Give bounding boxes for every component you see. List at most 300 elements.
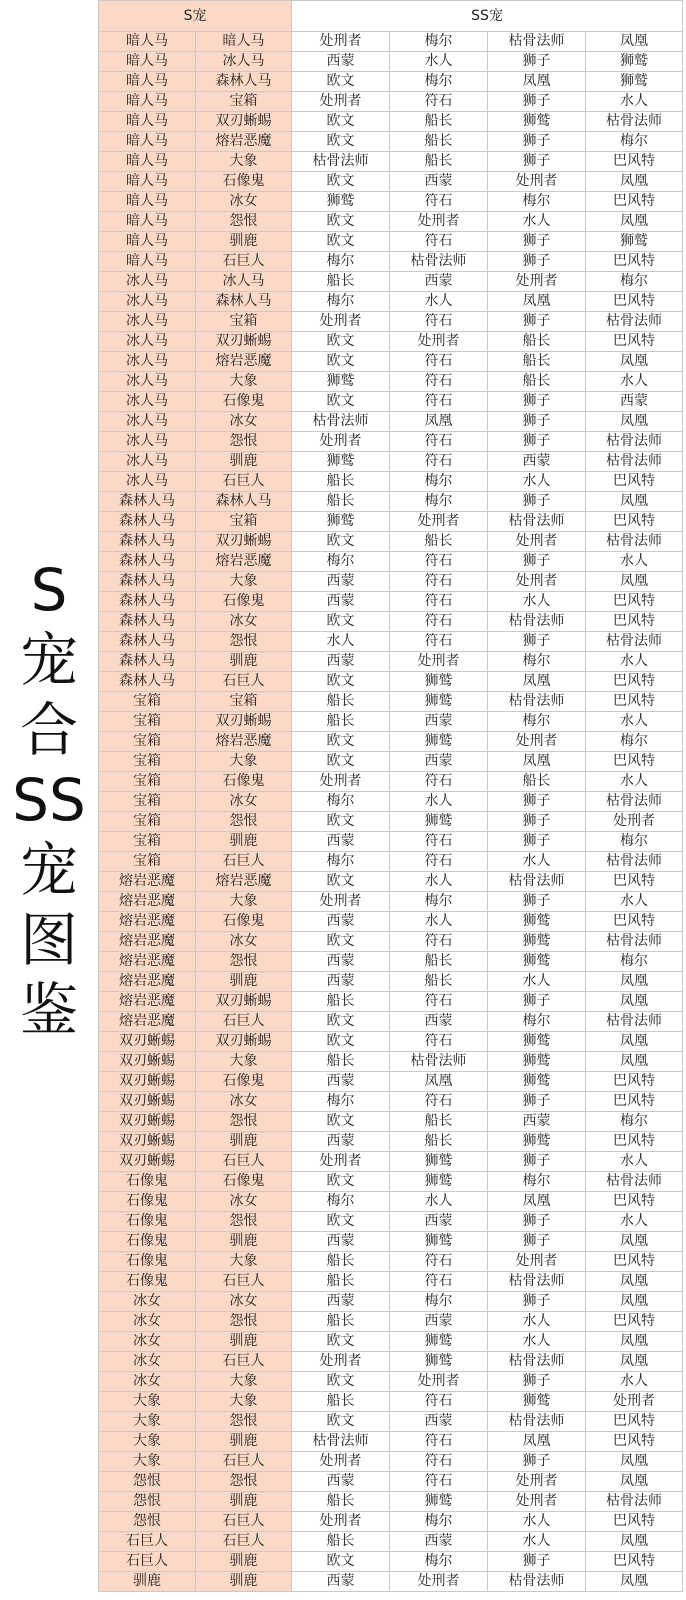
table-cell-ss-pet: 符石 [390,852,488,872]
table-cell-ss-pet: 凤凰 [586,1032,683,1052]
table-cell-ss-pet: 狮鹫 [390,1332,488,1352]
table-row [99,212,683,232]
table-cell-ss-pet: 梅尔 [390,32,488,52]
table-cell-ss-pet: 梅尔 [390,1512,488,1532]
table-cell-s-pet: 石巨人 [196,252,292,272]
table-cell-ss-pet: 梅尔 [390,892,488,912]
table-cell-ss-pet: 枯骨法师 [586,1012,683,1032]
table-cell-ss-pet: 船长 [292,1492,390,1512]
table-row [99,512,683,532]
table-row [99,852,683,872]
table-cell-s-pet: 暗人马 [99,92,196,112]
table-cell-s-pet: 驯鹿 [196,1232,292,1252]
table-cell-ss-pet: 巴风特 [586,1132,683,1152]
table-cell-ss-pet: 处刑者 [292,92,390,112]
table-cell-ss-pet: 狮子 [488,1292,586,1312]
table-cell-ss-pet: 水人 [488,972,586,992]
table-cell-ss-pet: 狮鹫 [488,1052,586,1072]
table-row [99,1152,683,1172]
table-cell-ss-pet: 船长 [292,1532,390,1552]
table-cell-ss-pet: 符石 [390,612,488,632]
table-row [99,352,683,372]
table-cell-ss-pet: 巴风特 [586,1092,683,1112]
table-row [99,92,683,112]
table-cell-ss-pet: 水人 [586,552,683,572]
table-cell-ss-pet: 狮子 [488,152,586,172]
table-cell-s-pet: 大象 [196,1392,292,1412]
table-cell-s-pet: 驯鹿 [196,1552,292,1572]
table-cell-s-pet: 森林人马 [99,632,196,652]
table-cell-ss-pet: 西蒙 [390,1012,488,1032]
table-cell-ss-pet: 狮鹫 [488,952,586,972]
table-cell-ss-pet: 西蒙 [488,1112,586,1132]
table-cell-s-pet: 石像鬼 [99,1172,196,1192]
table-cell-ss-pet: 欧文 [292,232,390,252]
table-cell-s-pet: 宝箱 [196,512,292,532]
table-cell-ss-pet: 水人 [390,52,488,72]
table-cell-s-pet: 熔岩恶魔 [99,992,196,1012]
table-cell-ss-pet: 处刑者 [390,512,488,532]
table-cell-ss-pet: 处刑者 [488,1252,586,1272]
table-cell-s-pet: 石巨人 [99,1532,196,1552]
table-cell-ss-pet: 狮鹫 [292,372,390,392]
table-cell-ss-pet: 枯骨法师 [488,512,586,532]
table-cell-ss-pet: 符石 [390,992,488,1012]
table-cell-ss-pet: 处刑者 [292,432,390,452]
table-cell-s-pet: 冰人马 [99,272,196,292]
table-cell-ss-pet: 梅尔 [586,952,683,972]
table-cell-ss-pet: 西蒙 [390,1312,488,1332]
table-cell-ss-pet: 凤凰 [586,572,683,592]
table-cell-s-pet: 熔岩恶魔 [99,912,196,932]
s-pet-header: S宠 [99,1,292,32]
table-row [99,872,683,892]
table-cell-ss-pet: 梅尔 [586,732,683,752]
table-cell-ss-pet: 处刑者 [488,532,586,552]
table-row [99,592,683,612]
table-cell-ss-pet: 巴风特 [586,612,683,632]
table-cell-s-pet: 宝箱 [99,792,196,812]
table-row [99,72,683,92]
table-cell-s-pet: 石巨人 [196,1512,292,1532]
table-row [99,312,683,332]
table-cell-ss-pet: 西蒙 [292,1472,390,1492]
table-row [99,112,683,132]
table-cell-ss-pet: 处刑者 [586,812,683,832]
table-cell-s-pet: 石巨人 [196,672,292,692]
table-cell-ss-pet: 符石 [390,1092,488,1112]
table-cell-ss-pet: 巴风特 [586,252,683,272]
table-row [99,692,683,712]
table-cell-ss-pet: 狮鹫 [390,1492,488,1512]
table-cell-ss-pet: 符石 [390,1252,488,1272]
table-cell-s-pet: 双刃蜥蜴 [99,1152,196,1172]
table-cell-s-pet: 双刃蜥蜴 [196,1032,292,1052]
table-row [99,1192,683,1212]
table-cell-ss-pet: 狮子 [488,812,586,832]
table-cell-s-pet: 石像鬼 [99,1212,196,1232]
table-cell-s-pet: 石巨人 [196,1452,292,1472]
table-cell-s-pet: 驯鹿 [196,972,292,992]
table-cell-s-pet: 石巨人 [196,1012,292,1032]
table-cell-ss-pet: 狮鹫 [586,232,683,252]
table-cell-s-pet: 宝箱 [99,812,196,832]
table-cell-ss-pet: 凤凰 [586,1452,683,1472]
table-cell-ss-pet: 狮鹫 [390,732,488,752]
table-cell-s-pet: 宝箱 [99,712,196,732]
table-cell-ss-pet: 处刑者 [586,1392,683,1412]
table-cell-ss-pet: 狮鹫 [488,1032,586,1052]
table-cell-s-pet: 冰人马 [99,312,196,332]
table-row [99,1372,683,1392]
table-cell-ss-pet: 枯骨法师 [586,792,683,812]
table-cell-ss-pet: 狮子 [488,1372,586,1392]
table-cell-ss-pet: 巴风特 [586,692,683,712]
table-cell-ss-pet: 处刑者 [488,272,586,292]
table-cell-ss-pet: 水人 [586,892,683,912]
table-cell-ss-pet: 水人 [488,472,586,492]
table-cell-ss-pet: 狮子 [488,252,586,272]
table-cell-ss-pet: 符石 [390,452,488,472]
table-cell-ss-pet: 船长 [292,1052,390,1072]
table-cell-ss-pet: 船长 [292,712,390,732]
table-cell-s-pet: 双刃蜥蜴 [99,1132,196,1152]
table-cell-ss-pet: 西蒙 [292,52,390,72]
table-cell-ss-pet: 凤凰 [586,172,683,192]
table-cell-ss-pet: 枯骨法师 [488,32,586,52]
table-cell-ss-pet: 凤凰 [488,1432,586,1452]
table-cell-ss-pet: 凤凰 [488,72,586,92]
table-cell-s-pet: 森林人马 [99,672,196,692]
table-cell-ss-pet: 枯骨法师 [488,1412,586,1432]
table-cell-ss-pet: 西蒙 [390,1212,488,1232]
table-cell-s-pet: 石巨人 [99,1552,196,1572]
table-cell-ss-pet: 处刑者 [390,652,488,672]
table-cell-ss-pet: 巴风特 [586,472,683,492]
table-cell-ss-pet: 枯骨法师 [586,452,683,472]
table-cell-s-pet: 怨恨 [196,632,292,652]
table-cell-ss-pet: 梅尔 [586,1112,683,1132]
table-cell-s-pet: 森林人马 [99,652,196,672]
table-row [99,532,683,552]
table-row [99,832,683,852]
table-cell-ss-pet: 凤凰 [488,292,586,312]
table-body [99,32,683,1592]
table-cell-ss-pet: 符石 [390,1472,488,1492]
table-cell-ss-pet: 水人 [488,1312,586,1332]
table-row [99,892,683,912]
table-cell-s-pet: 怨恨 [99,1492,196,1512]
table-cell-s-pet: 石巨人 [196,1272,292,1292]
table-cell-ss-pet: 狮子 [488,392,586,412]
table-cell-ss-pet: 巴风特 [586,292,683,312]
table-cell-ss-pet: 船长 [292,692,390,712]
table-cell-ss-pet: 处刑者 [292,312,390,332]
table-cell-ss-pet: 狮子 [488,832,586,852]
table-row [99,1292,683,1312]
table-cell-ss-pet: 狮鹫 [488,1132,586,1152]
table-cell-ss-pet: 狮子 [488,1452,586,1472]
table-cell-s-pet: 森林人马 [99,592,196,612]
table-row [99,1012,683,1032]
table-cell-s-pet: 熔岩恶魔 [196,352,292,372]
table-cell-s-pet: 怨恨 [196,812,292,832]
table-cell-ss-pet: 巴风特 [586,592,683,612]
table-row [99,252,683,272]
table-cell-ss-pet: 欧文 [292,532,390,552]
table-cell-ss-pet: 符石 [390,352,488,372]
table-cell-ss-pet: 巴风特 [586,1412,683,1432]
table-row [99,1252,683,1272]
table-row [99,972,683,992]
table-cell-s-pet: 石巨人 [196,1152,292,1172]
table-cell-s-pet: 怨恨 [196,1472,292,1492]
table-cell-ss-pet: 欧文 [292,332,390,352]
table-cell-s-pet: 怨恨 [99,1472,196,1492]
table-cell-ss-pet: 欧文 [292,132,390,152]
table-cell-s-pet: 冰女 [196,1092,292,1112]
table-cell-s-pet: 冰人马 [99,452,196,472]
table-cell-s-pet: 大象 [99,1412,196,1432]
table-cell-ss-pet: 枯骨法师 [488,872,586,892]
title-char: 合 [19,696,78,764]
table-cell-ss-pet: 船长 [390,1132,488,1152]
table-cell-ss-pet: 处刑者 [488,572,586,592]
table-cell-ss-pet: 梅尔 [390,72,488,92]
table-cell-ss-pet: 欧文 [292,1012,390,1032]
table-cell-ss-pet: 船长 [488,352,586,372]
table-cell-s-pet: 熔岩恶魔 [196,872,292,892]
table-cell-s-pet: 怨恨 [196,212,292,232]
table-cell-s-pet: 冰人马 [99,432,196,452]
table-cell-s-pet: 双刃蜥蜴 [196,332,292,352]
table-cell-ss-pet: 符石 [390,772,488,792]
table-row [99,432,683,452]
table-cell-s-pet: 怨恨 [196,1312,292,1332]
table-cell-ss-pet: 狮子 [488,992,586,1012]
table-cell-ss-pet: 凤凰 [586,32,683,52]
page-title [0,0,98,1600]
table-cell-s-pet: 驯鹿 [196,652,292,672]
table-cell-s-pet: 暗人马 [196,32,292,52]
table-cell-ss-pet: 梅尔 [292,252,390,272]
table-row [99,1572,683,1592]
table-cell-ss-pet: 狮子 [488,892,586,912]
table-cell-s-pet: 熔岩恶魔 [99,1012,196,1032]
table-cell-ss-pet: 符石 [390,632,488,652]
table-cell-ss-pet: 符石 [390,192,488,212]
table-row [99,152,683,172]
table-cell-ss-pet: 欧文 [292,112,390,132]
title-char: SS [12,766,86,834]
table-cell-s-pet: 森林人马 [99,612,196,632]
table-cell-ss-pet: 凤凰 [390,1072,488,1092]
table-cell-ss-pet: 符石 [390,572,488,592]
table-cell-ss-pet: 枯骨法师 [586,1492,683,1512]
table-cell-ss-pet: 狮鹫 [390,1172,488,1192]
table-cell-s-pet: 石像鬼 [99,1192,196,1212]
table-cell-s-pet: 怨恨 [196,952,292,972]
table-cell-s-pet: 宝箱 [99,772,196,792]
table-row [99,1492,683,1512]
table-row [99,1232,683,1252]
table-row [99,1092,683,1112]
table-row [99,232,683,252]
table-cell-ss-pet: 水人 [586,1152,683,1172]
table-cell-ss-pet: 西蒙 [586,392,683,412]
table-cell-s-pet: 熔岩恶魔 [196,732,292,752]
table-cell-ss-pet: 梅尔 [488,192,586,212]
table-cell-ss-pet: 狮鹫 [292,192,390,212]
table-cell-ss-pet: 水人 [586,1372,683,1392]
table-cell-s-pet: 冰人马 [99,392,196,412]
table-cell-s-pet: 森林人马 [196,292,292,312]
table-cell-ss-pet: 西蒙 [292,1072,390,1092]
table-row [99,1412,683,1432]
table-cell-ss-pet: 狮子 [488,1232,586,1252]
table-cell-s-pet: 宝箱 [99,752,196,772]
table-cell-s-pet: 双刃蜥蜴 [99,1072,196,1092]
table-cell-ss-pet: 狮子 [488,492,586,512]
table-cell-ss-pet: 处刑者 [292,1512,390,1532]
table-cell-ss-pet: 西蒙 [292,1232,390,1252]
table-cell-ss-pet: 枯骨法师 [586,532,683,552]
table-cell-ss-pet: 枯骨法师 [390,1052,488,1072]
table-cell-ss-pet: 狮子 [488,1092,586,1112]
table-cell-ss-pet: 水人 [488,592,586,612]
table-cell-ss-pet: 巴风特 [586,752,683,772]
table-cell-ss-pet: 处刑者 [390,1372,488,1392]
table-cell-s-pet: 大象 [196,892,292,912]
table-cell-s-pet: 森林人马 [196,492,292,512]
table-cell-s-pet: 驯鹿 [196,1332,292,1352]
table-cell-ss-pet: 狮鹫 [390,672,488,692]
table-cell-ss-pet: 水人 [292,632,390,652]
table-cell-ss-pet: 凤凰 [586,1472,683,1492]
table-cell-ss-pet: 符石 [390,312,488,332]
table-cell-ss-pet: 巴风特 [586,1552,683,1572]
table-row [99,952,683,972]
table-cell-s-pet: 双刃蜥蜴 [196,532,292,552]
table-cell-s-pet: 森林人马 [99,512,196,532]
table-cell-s-pet: 大象 [196,372,292,392]
table-cell-s-pet: 大象 [99,1452,196,1472]
table-row [99,472,683,492]
table-cell-ss-pet: 梅尔 [292,792,390,812]
table-cell-ss-pet: 欧文 [292,172,390,192]
table-row [99,1052,683,1072]
table-cell-ss-pet: 符石 [390,232,488,252]
table-cell-ss-pet: 处刑者 [292,1152,390,1172]
table-cell-ss-pet: 船长 [390,112,488,132]
table-cell-ss-pet: 枯骨法师 [488,1572,586,1592]
table-cell-ss-pet: 狮子 [488,312,586,332]
table-cell-ss-pet: 船长 [292,1312,390,1332]
table-cell-ss-pet: 符石 [390,432,488,452]
table-cell-s-pet: 冰女 [99,1372,196,1392]
ss-pet-header: SS宠 [292,1,683,32]
table-cell-ss-pet: 凤凰 [488,672,586,692]
table-cell-ss-pet: 枯骨法师 [292,152,390,172]
table-row [99,1272,683,1292]
table-row [99,1452,683,1472]
table-cell-s-pet: 冰女 [196,792,292,812]
table-cell-ss-pet: 船长 [292,272,390,292]
table-row [99,132,683,152]
table-cell-s-pet: 大象 [196,1052,292,1072]
table-cell-s-pet: 冰女 [99,1332,196,1352]
table-cell-ss-pet: 凤凰 [586,1532,683,1552]
table-cell-s-pet: 大象 [196,152,292,172]
table-cell-ss-pet: 欧文 [292,1212,390,1232]
table-cell-s-pet: 石像鬼 [99,1272,196,1292]
table-cell-s-pet: 暗人马 [99,212,196,232]
table-cell-s-pet: 石巨人 [196,852,292,872]
table-cell-s-pet: 暗人马 [99,232,196,252]
table-cell-ss-pet: 船长 [488,332,586,352]
table-cell-ss-pet: 梅尔 [390,1552,488,1572]
table-cell-ss-pet: 狮鹫 [390,692,488,712]
table-cell-ss-pet: 狮鹫 [488,1392,586,1412]
table-cell-ss-pet: 欧文 [292,1032,390,1052]
table-cell-s-pet: 宝箱 [99,692,196,712]
table-cell-ss-pet: 欧文 [292,352,390,372]
table-cell-s-pet: 冰人马 [196,52,292,72]
table-cell-ss-pet: 船长 [292,472,390,492]
table-cell-ss-pet: 凤凰 [586,992,683,1012]
table-cell-ss-pet: 船长 [292,1252,390,1272]
table-cell-s-pet: 熔岩恶魔 [196,132,292,152]
table-cell-s-pet: 石像鬼 [196,592,292,612]
table-cell-ss-pet: 欧文 [292,732,390,752]
table-cell-ss-pet: 梅尔 [586,272,683,292]
table-row [99,1332,683,1352]
table-cell-ss-pet: 西蒙 [292,1572,390,1592]
table-cell-ss-pet: 凤凰 [586,412,683,432]
table-cell-ss-pet: 枯骨法师 [586,432,683,452]
table-cell-s-pet: 暗人马 [99,72,196,92]
table-cell-s-pet: 大象 [196,1372,292,1392]
table-cell-s-pet: 冰女 [99,1312,196,1332]
table-cell-ss-pet: 处刑者 [488,1492,586,1512]
table-cell-ss-pet: 狮鹫 [586,52,683,72]
table-cell-ss-pet: 巴风特 [586,332,683,352]
table-cell-ss-pet: 梅尔 [586,132,683,152]
table-cell-ss-pet: 处刑者 [488,732,586,752]
table-cell-s-pet: 驯鹿 [196,1432,292,1452]
table-cell-ss-pet: 枯骨法师 [488,692,586,712]
table-cell-s-pet: 宝箱 [99,852,196,872]
table-cell-s-pet: 宝箱 [99,832,196,852]
table-cell-ss-pet: 处刑者 [292,32,390,52]
table-cell-s-pet: 驯鹿 [99,1572,196,1592]
table-row [99,1072,683,1092]
table-cell-ss-pet: 符石 [390,932,488,952]
table-row [99,1172,683,1192]
table-cell-ss-pet: 狮子 [488,132,586,152]
table-cell-s-pet: 双刃蜥蜴 [196,712,292,732]
table-cell-ss-pet: 枯骨法师 [488,1272,586,1292]
table-cell-s-pet: 熔岩恶魔 [99,972,196,992]
table-cell-ss-pet: 欧文 [292,612,390,632]
table-cell-ss-pet: 船长 [292,1272,390,1292]
table-row [99,1212,683,1232]
table-cell-ss-pet: 枯骨法师 [488,1352,586,1372]
table-cell-ss-pet: 凤凰 [390,412,488,432]
table-cell-s-pet: 宝箱 [196,92,292,112]
table-cell-s-pet: 宝箱 [196,692,292,712]
table-cell-s-pet: 冰女 [99,1292,196,1312]
